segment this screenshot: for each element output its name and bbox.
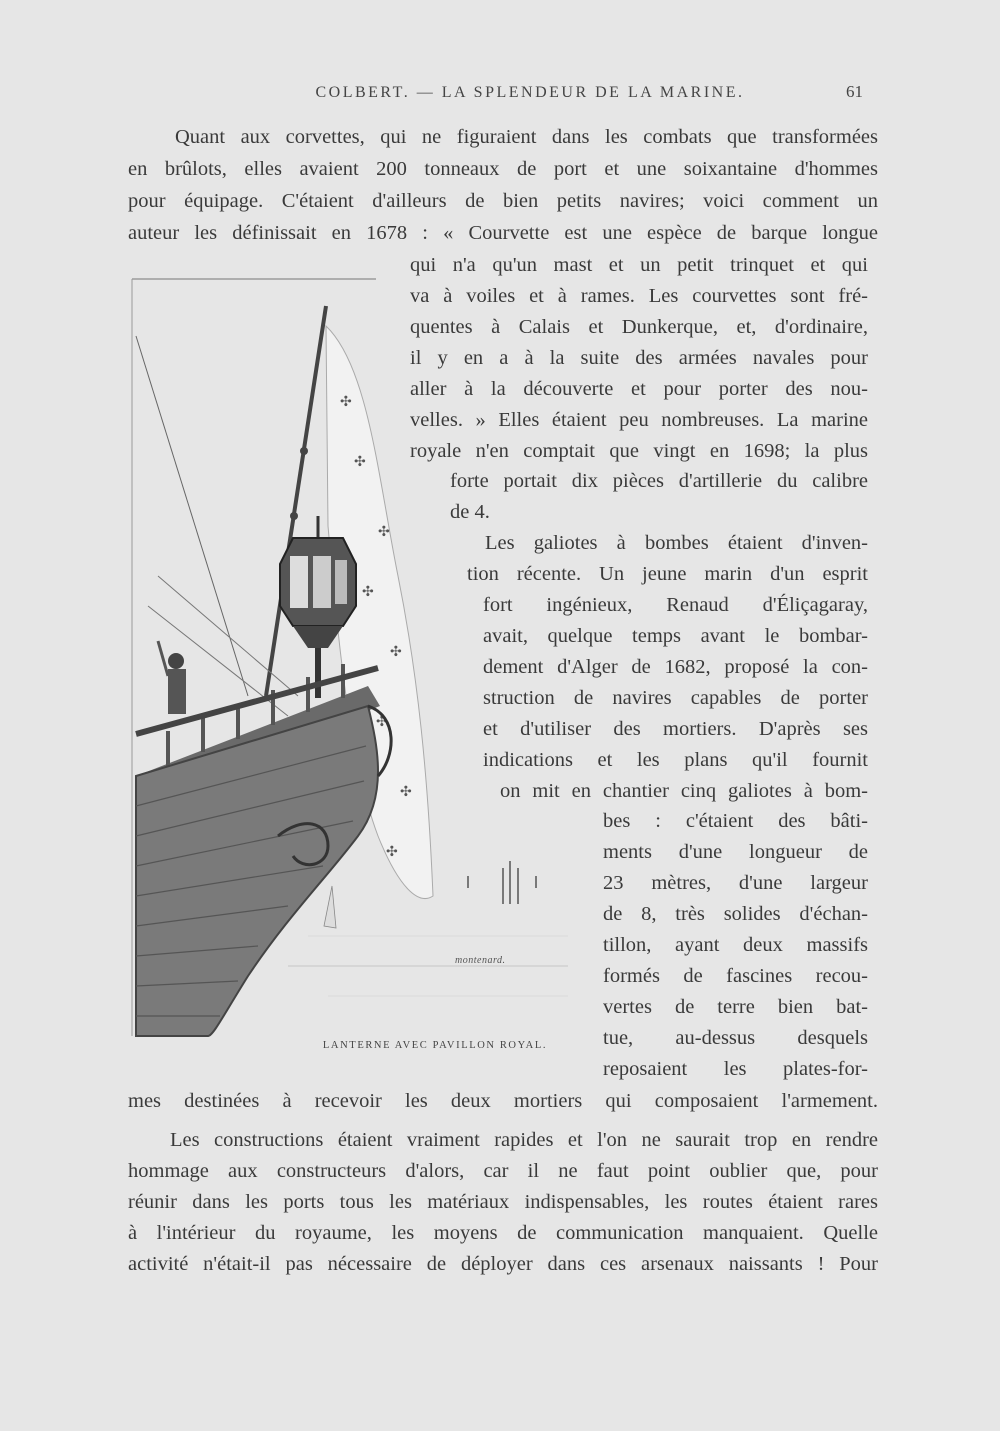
- svg-text:✣: ✣: [400, 784, 412, 800]
- text-line: struction de navires capables de porter: [483, 687, 868, 709]
- text-line: 23 mètres, d'une largeur: [603, 872, 868, 894]
- text-line: et d'utiliser des mortiers. D'après ses: [483, 718, 868, 740]
- text-line: Les galiotes à bombes étaient d'inven-: [485, 532, 868, 554]
- text-line: réunir dans les ports tous les matériaux indispensables, les routes étaient rares: [128, 1191, 878, 1213]
- svg-text:✣: ✣: [362, 584, 374, 600]
- page-number: 61: [846, 82, 863, 101]
- text-line: ments d'une longueur de: [603, 841, 868, 863]
- text-line: bes : c'étaient des bâti-: [603, 810, 868, 832]
- text-line: Quant aux corvettes, qui ne figuraient dans les combats que transformées: [175, 126, 878, 148]
- text-line: tillon, ayant deux massifs: [603, 934, 868, 956]
- figure-caption: LANTERNE AVEC PAVILLON ROYAL.: [322, 1040, 548, 1051]
- svg-text:✣: ✣: [376, 714, 388, 730]
- text-line: auteur les définissait en 1678 : « Courvette est une espèce de barque longue: [128, 222, 878, 244]
- svg-text:✣: ✣: [386, 844, 398, 860]
- running-title: COLBERT. — LA SPLENDEUR DE LA MARINE.: [315, 84, 745, 101]
- svg-text:✣: ✣: [378, 524, 390, 540]
- artist-signature: montenard.: [455, 955, 506, 966]
- text-line: dement d'Alger de 1682, proposé la con-: [483, 656, 868, 678]
- svg-text:✣: ✣: [354, 454, 366, 470]
- text-line: vertes de terre bien bat-: [603, 996, 868, 1018]
- text-line: fort ingénieux, Renaud d'Éliçagaray,: [483, 594, 868, 616]
- text-line: aller à la découverte et pour porter des nou-: [410, 378, 868, 400]
- text-line: quentes à Calais et Dunkerque, et, d'ordinaire,: [410, 316, 868, 338]
- text-line: velles. » Elles étaient peu nombreuses. La marine: [410, 409, 868, 431]
- text-line: tion récente. Un jeune marin d'un esprit: [467, 563, 868, 585]
- text-line: de 8, très solides d'échan-: [603, 903, 868, 925]
- text-line: avait, quelque temps avant le bombar-: [483, 625, 868, 647]
- svg-text:✣: ✣: [340, 394, 352, 410]
- text-line: forte portait dix pièces d'artillerie du calibre: [450, 470, 868, 492]
- text-line: indications et les plans qu'il fournit: [483, 749, 868, 771]
- text-line: va à voiles et à rames. Les courvettes sont fré-: [410, 285, 868, 307]
- text-line: pour équipage. C'étaient d'ailleurs de bien petits navires; voici comment un: [128, 190, 878, 212]
- text-line: formés de fascines recou-: [603, 965, 868, 987]
- text-line: qui n'a qu'un mast et un petit trinquet et qui: [410, 254, 868, 276]
- text-line: il y en a à la suite des armées navales pour: [410, 347, 868, 369]
- text-line: en brûlots, elles avaient 200 tonneaux de port et une soixantaine d'hommes: [128, 158, 878, 180]
- text-line: activité n'était-il pas nécessaire de déployer dans ces arsenaux naissants ! Pour: [128, 1253, 878, 1275]
- text-line: Les constructions étaient vraiment rapides et l'on ne saurait trop en rendre: [170, 1129, 878, 1151]
- text-line: on mit en chantier cinq galiotes à bom-: [500, 780, 868, 802]
- text-line: reposaient les plates-for-: [603, 1058, 868, 1080]
- text-line: royale n'en comptait que vingt en 1698; la plus: [410, 440, 868, 462]
- text-line: mes destinées à recevoir les deux mortiers qui composaient l'armement.: [128, 1090, 878, 1112]
- text-line: hommage aux constructeurs d'alors, car il ne faut point oublier que, pour: [128, 1160, 878, 1182]
- text-line: tue, au-dessus desquels: [603, 1027, 868, 1049]
- svg-text:✣: ✣: [390, 644, 402, 660]
- text-line: de 4.: [450, 501, 490, 523]
- text-line: à l'intérieur du royaume, les moyens de communication manquaient. Quelle: [128, 1222, 878, 1244]
